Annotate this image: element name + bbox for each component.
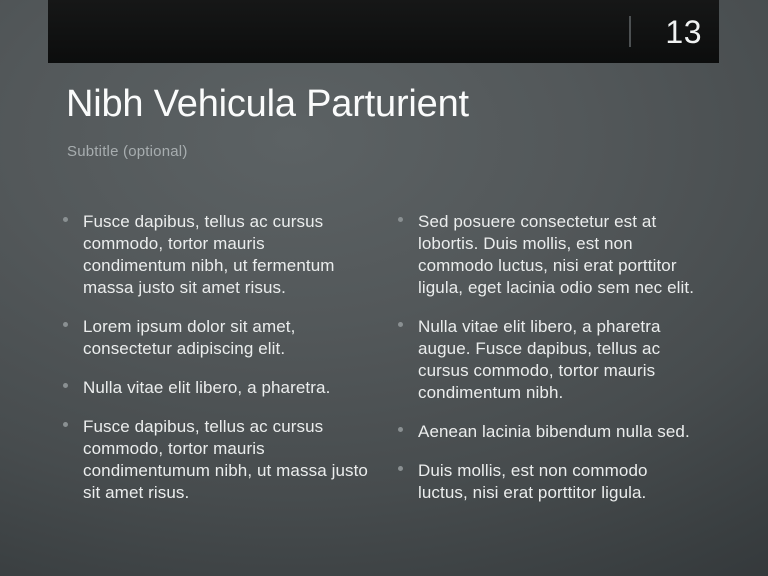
bullet-line: commodo, tortor mauris [83,234,265,253]
bullet-dot-icon [398,217,403,222]
bullet-line: cursus commodo, tortor mauris [418,361,656,380]
bullet-column-right [395,211,720,504]
bullet-line: Fusce dapibus, tellus ac cursus [83,212,324,231]
header-bar [48,0,719,63]
slide-subtitle: Subtitle (optional) [67,143,188,160]
bullet-line: commodo luctus, nisi erat porttitor [418,256,677,275]
bullet-line: sit amet risus. [83,483,190,502]
bullet-text [418,421,720,443]
page-number-divider [629,16,631,47]
bullet-text [83,416,395,504]
bullet-line: lobortis. Duis mollis, est non [418,234,633,253]
bullet-item [395,211,720,299]
bullet-dot-icon [63,217,68,222]
bullet-line: Lorem ipsum dolor sit amet, [83,317,296,336]
bullet-line: Nulla vitae elit libero, a pharetra [418,317,661,336]
bullet-item [60,211,395,299]
bullet-dot-icon [63,422,68,427]
bullet-line: luctus, nisi erat porttitor ligula. [418,483,647,502]
bullet-item [395,316,720,404]
bullet-line: condimentum nibh, ut fermentum [83,256,335,275]
bullet-dot-icon [398,322,403,327]
bullet-line: condimentum nibh. [418,383,564,402]
bullet-line: Nulla vitae elit libero, a pharetra. [83,378,331,397]
page-number: 13 [665,13,702,50]
bullet-line: Duis mollis, est non commodo [418,461,648,480]
bullet-text [83,316,395,360]
bullet-text [418,316,720,404]
bullet-dot-icon [398,427,403,432]
bullet-column-left [60,211,395,504]
bullet-item [395,460,720,504]
bullet-line: consectetur adipiscing elit. [83,339,286,358]
bullet-line: commodo, tortor mauris [83,439,265,458]
bullet-item [60,416,395,504]
bullet-line: condimentumum nibh, ut massa justo [83,461,368,480]
bullet-item [395,421,720,443]
bullet-item [60,377,395,399]
bullet-dot-icon [63,322,68,327]
bullet-columns [60,211,720,504]
bullet-text [418,211,720,299]
bullet-text [418,460,720,504]
bullet-text [83,377,395,399]
slide-title: Nibh Vehicula Parturient [66,83,469,125]
bullet-line: Sed posuere consectetur est at [418,212,657,231]
bullet-line: Fusce dapibus, tellus ac cursus [83,417,324,436]
bullet-dot-icon [63,383,68,388]
bullet-line: massa justo sit amet risus. [83,278,286,297]
bullet-item [60,316,395,360]
bullet-line: Aenean lacinia bibendum nulla sed. [418,422,690,441]
bullet-line: augue. Fusce dapibus, tellus ac [418,339,661,358]
bullet-text [83,211,395,299]
bullet-line: ligula, eget lacinia odio sem nec elit. [418,278,695,297]
bullet-dot-icon [398,466,403,471]
